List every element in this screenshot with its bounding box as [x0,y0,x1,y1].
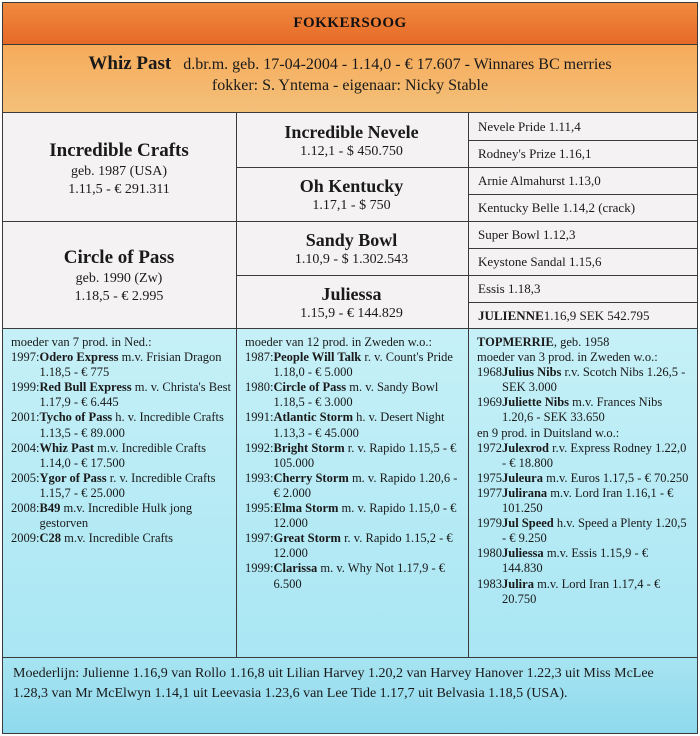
list-item [11,531,233,546]
divider [468,302,697,303]
divider [468,194,697,195]
entry-rest: m.v. Incredible Hulk jong gestorven [39,501,193,531]
list-item [477,395,691,425]
list-item [11,441,233,471]
dam-record: 1.18,5 - € 2.995 [74,289,164,304]
topmerrie-birth: , geb. 1958 [553,335,610,349]
entry-name: Juliette Nibs [502,395,570,410]
dam-dam-record: 1.15,9 - € 144.829 [300,306,403,321]
divider [468,140,697,141]
entry-name: Juliessa [502,546,544,561]
entry-name: Ygor of Pass [39,470,107,485]
horse-title-line [3,53,697,75]
list-item [245,410,463,440]
offspring-section [3,329,697,657]
col2-intro: moeder van 12 prod. in Zweden w.o.: [245,335,432,349]
entry-year: 1999: [11,380,40,395]
fokkersoog-card [2,2,698,734]
sire-sire-record: 1.12,1 - $ 450.750 [300,144,403,159]
entry-year: 2001: [11,410,40,425]
ggp-cell: Super Bowl 1.12,3 [478,226,576,242]
dam-name: Circle of Pass [63,247,175,268]
offspring-col-3 [477,335,691,607]
ggp-cell: Essis 1.18,3 [478,280,541,296]
ggp-cell-julienne [468,302,697,329]
list-item [477,516,691,546]
list-item [245,561,463,591]
entry-name: Red Bull Express [39,380,132,395]
entry-name: Julexrod [502,440,549,455]
divider [236,275,468,276]
divider [236,167,468,168]
entry-name: Whiz Past [39,440,94,455]
entry-year: 1995: [245,501,274,516]
breeder-owner: fokker: S. Yntema - eigenaar: Nicky Stable [211,77,489,94]
entry-rest: m. v. Rapido 1.15,0 - € 12.000 [273,501,457,531]
dam-cell [3,246,235,306]
entry-year: 1991: [245,410,274,425]
entry-year: 2005: [11,470,40,485]
col3-intro-1: moeder van 3 prod. in Zweden w.o.: [477,350,658,365]
entry-rest: m. v. Christa's Best 1.17,9 - € 6.445 [39,380,231,410]
entry-name: People Will Talk [273,350,362,365]
entry-name: Odero Express [39,350,119,365]
entry-rest: m.v. Incredible Crafts 1.14,0 - € 17.500 [39,440,206,470]
entry-name: C28 [39,531,62,546]
julienne-record: 1.16,9 SEK 542.795 [543,307,650,323]
entry-year: 2009: [11,531,40,546]
list-item [11,471,233,501]
divider [236,221,468,222]
horse-name: Whiz Past [88,53,172,74]
list-item [11,501,233,531]
divider [468,275,697,276]
entry-name: Cherry Storm [273,470,349,485]
col1-intro: moeder van 7 prod. in Ned.: [11,335,152,349]
list-item [477,471,691,486]
entry-rest: h.v. Speed a Plenty 1.20,5 - € 9.250 [502,516,687,546]
sire-sire-name: Incredible Nevele [284,122,419,142]
offspring-col-1 [11,335,233,546]
entry-year: 2008: [11,501,40,516]
divider [236,329,237,657]
topmerrie-label: TOPMERRIE [477,335,554,349]
dam-sire-name: Sandy Bowl [305,230,398,250]
dam-birth: geb. 1990 (Zw) [75,271,163,286]
entry-year: 1999: [245,561,274,576]
entry-year: 1968 [477,365,502,380]
sire-cell [3,139,235,199]
entry-year: 1983 [477,576,502,591]
entry-rest: r.v. Scotch Nibs 1.26,5 - SEK 3.000 [502,365,686,395]
ggp-cell: Arnie Almahurst 1.13,0 [478,172,601,188]
entry-name: Julirana [502,485,548,500]
pedigree-grid [3,113,697,329]
dam-sire-cell [236,229,467,268]
entry-year: 1992: [245,440,274,455]
list-item [245,441,463,471]
divider [3,221,236,222]
entry-year: 1997: [11,350,40,365]
dam-dam-name: Juliessa [321,284,382,304]
entry-year: 1987: [245,350,274,365]
entry-year: 1993: [245,470,274,485]
entry-rest: m.v. Frances Nibs 1.20,6 - SEK 33.650 [502,395,663,425]
entry-name: Bright Storm [273,440,345,455]
sire-record: 1.11,5 - € 291.311 [68,182,170,197]
sire-dam-record: 1.17,1 - $ 750 [312,198,391,213]
list-item [477,365,691,395]
sire-dam-name: Oh Kentucky [299,176,404,196]
entry-name: Circle of Pass [273,380,347,395]
ggp-cell: Kentucky Belle 1.14,2 (crack) [478,199,636,215]
divider [468,221,697,222]
entry-year: 1980 [477,546,502,561]
entry-rest: m. v. Why Not 1.17,9 - € 6.500 [273,561,446,591]
ggp-cell: Rodney's Prize 1.16,1 [478,145,592,161]
list-item [477,546,691,576]
entry-rest: m.v. Incredible Crafts [61,531,174,546]
entry-rest: m.v. Lord Iran 1.16,1 - € 101.250 [502,485,674,516]
entry-year: 1972 [477,440,502,455]
sire-dam-cell [236,175,467,214]
entry-name: Juleura [502,470,543,485]
list-item [245,531,463,561]
list-item [11,380,233,410]
entry-rest: m.v. Lord Iran 1.17,4 - € 20.750 [502,576,661,606]
entry-rest: m.v. Essis 1.15,9 - € 144.830 [502,546,649,576]
list-item [245,350,463,380]
entry-rest: h. v. Desert Night 1.13,3 - € 45.000 [273,410,445,440]
entry-name: Julira [502,576,534,591]
ggp-cell: Nevele Pride 1.11,4 [478,118,581,134]
list-item [11,410,233,440]
list-item [245,471,463,501]
entry-rest: r. v. Incredible Crafts 1.15,7 - € 25.000 [39,470,216,500]
julienne-name: JULIENNE [478,307,544,323]
entry-rest: m. v. Rapido 1.20,6 - € 2.000 [273,470,458,500]
entry-rest: r. v. Rapido 1.15,2 - € 12.000 [273,531,453,561]
col3-intro-2: en 9 prod. in Duitsland w.o.: [477,425,620,440]
entry-rest: r. v. Rapido 1.15,5 - € 105.000 [273,440,457,470]
sire-sire-cell [236,121,467,160]
horse-header [3,45,697,113]
list-item [11,350,233,380]
entry-year: 1997: [245,531,274,546]
page-title: FOKKERSOOG [3,3,697,45]
entry-name: Clarissa [273,561,318,576]
entry-name: B49 [39,501,61,516]
divider [468,248,697,249]
sire-birth: geb. 1987 (USA) [70,164,168,179]
entry-rest: m.v. Euros 1.17,5 - € 70.250 [542,470,689,485]
entry-year: 1979 [477,516,502,531]
dam-sire-record: 1.10,9 - $ 1.302.543 [294,252,409,267]
maternal-line: Moederlijn: Julienne 1.16,9 van Rollo 1.16,8 uit Lilian Harvey 1.20,2 van Harvey Hanover 1.22,3 uit Miss McLee 1.28,3 van Mr McElwyn 1.14,1 uit Leevasia 1.23,6 van Lee Tide 1.17,7 uit Belvasia 1.18,5 (USA). [3,657,697,733]
entry-year: 1975 [477,470,502,485]
entry-rest: h. v. Incredible Crafts 1.13,5 - € 89.000 [39,410,224,440]
list-item [477,486,691,516]
entry-name: Great Storm [273,531,341,546]
entry-rest: m. v. Sandy Bowl 1.18,5 - € 3.000 [273,380,439,410]
sire-name: Incredible Crafts [49,140,189,161]
list-item [245,380,463,410]
divider [468,113,469,329]
entry-rest: m.v. Frisian Dragon 1.18,5 - € 775 [39,350,222,380]
offspring-col-2 [245,335,463,592]
entry-name: Julius Nibs [502,365,562,380]
divider [468,329,469,657]
entry-year: 1977 [477,485,502,500]
entry-name: Elma Storm [273,501,339,516]
entry-rest: r. v. Count's Pride 1.18,0 - € 5.000 [273,350,453,380]
entry-name: Atlantic Storm [273,410,353,425]
horse-details: d.br.m. geb. 17-04-2004 - 1.14,0 - € 17.607 - Winnares BC merries [183,56,612,73]
entry-rest: r.v. Express Rodney 1.22,0 - € 18.800 [502,440,687,470]
entry-year: 1969 [477,395,502,410]
list-item [245,501,463,531]
list-item [477,577,691,607]
dam-dam-cell [236,283,467,322]
entry-name: Tycho of Pass [39,410,113,425]
entry-year: 1980: [245,380,274,395]
ggp-cell: Keystone Sandal 1.15,6 [478,253,602,269]
divider [236,113,237,329]
entry-year: 2004: [11,440,40,455]
entry-name: Jul Speed [502,516,554,531]
divider [468,167,697,168]
col3-top [477,335,691,350]
list-item [477,441,691,471]
